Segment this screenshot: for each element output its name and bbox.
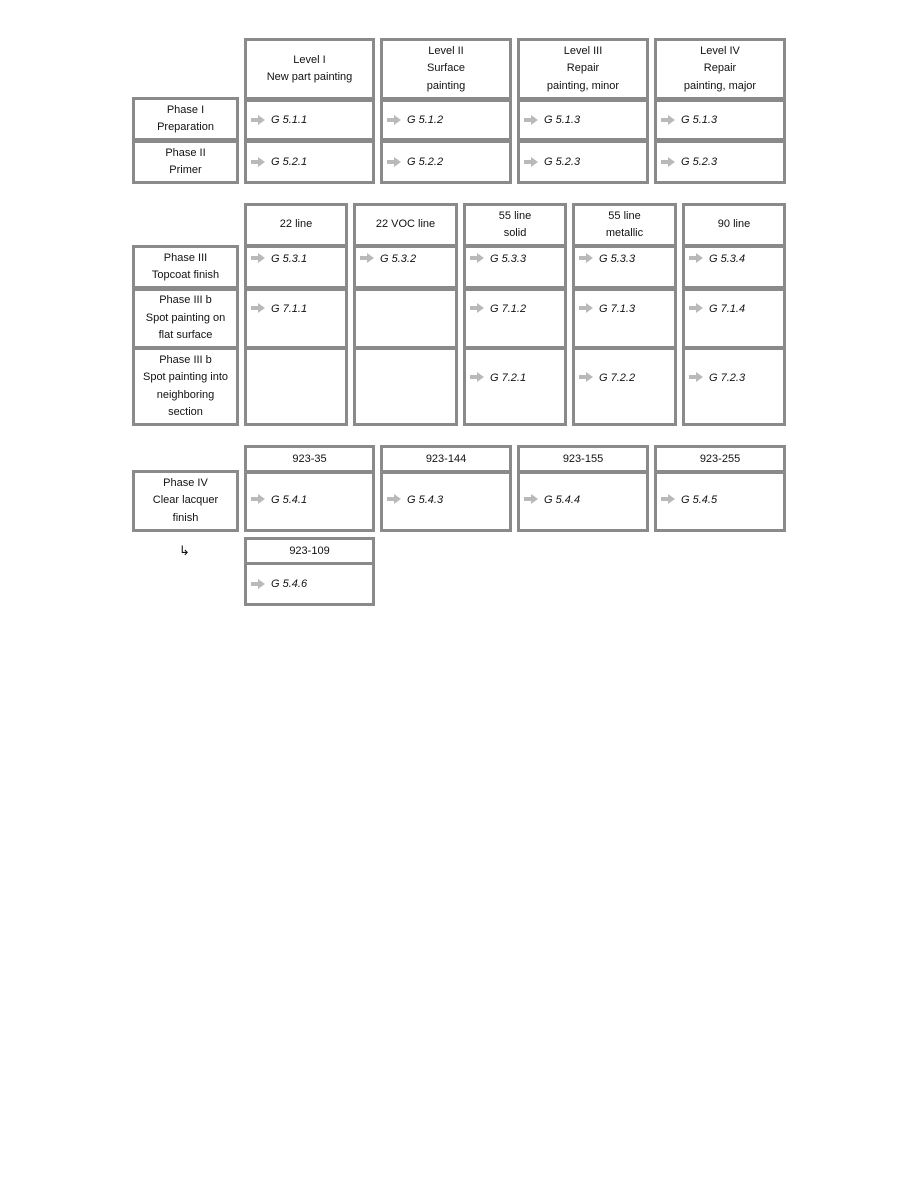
arrow-right-icon [258, 579, 265, 589]
arrow-right-icon [668, 115, 675, 125]
col-header-level-1: Level I New part painting [244, 38, 375, 100]
col-header-923-155: 923-155 [517, 445, 649, 473]
ref-cell[interactable]: G 7.1.2 [463, 288, 567, 349]
col-header-level-4: Level IV Repair painting, major [654, 38, 786, 100]
col-header-22-line: 22 line [244, 203, 348, 247]
empty-cell [353, 288, 458, 349]
arrow-right-icon [394, 115, 401, 125]
ref-cell[interactable]: G 5.2.3 [517, 140, 649, 184]
arrow-right-icon [477, 303, 484, 313]
ref-cell[interactable]: G 5.3.3 [572, 245, 677, 289]
empty-cell [244, 347, 348, 426]
row-label-phase-3b-neighbor: Phase III b Spot painting into neighboring section [132, 347, 239, 426]
ref-cell[interactable]: G 5.2.1 [244, 140, 375, 184]
col-header-level-3: Level III Repair painting, minor [517, 38, 649, 100]
ref-cell[interactable]: G 5.4.5 [654, 471, 786, 532]
col-header-923-35: 923-35 [244, 445, 375, 473]
arrow-right-icon [668, 494, 675, 504]
ref-cell[interactable]: G 5.1.3 [517, 99, 649, 141]
arrow-right-icon [477, 253, 484, 263]
row-label-phase-3b-flat: Phase III b Spot painting on flat surface [132, 288, 239, 349]
arrow-right-icon [258, 253, 265, 263]
ref-cell[interactable]: G 5.3.1 [244, 245, 348, 289]
ref-cell[interactable]: G 5.2.3 [654, 140, 786, 184]
ref-cell[interactable]: G 7.2.2 [572, 347, 677, 426]
ref-cell[interactable]: G 5.4.3 [380, 471, 512, 532]
col-header-90-line: 90 line [682, 203, 786, 247]
arrow-right-icon [477, 372, 484, 382]
ref-cell[interactable]: G 5.4.1 [244, 471, 375, 532]
arrow-right-icon [531, 157, 538, 167]
empty-cell [353, 347, 458, 426]
col-header-923-144: 923-144 [380, 445, 512, 473]
ref-cell[interactable]: G 5.4.4 [517, 471, 649, 532]
ref-cell[interactable]: G 5.1.3 [654, 99, 786, 141]
ref-cell[interactable]: G 5.1.1 [244, 99, 375, 141]
arrow-right-icon [258, 303, 265, 313]
ref-cell[interactable]: G 5.4.6 [244, 562, 375, 606]
arrow-right-icon [696, 372, 703, 382]
col-header-22-voc-line: 22 VOC line [353, 203, 458, 247]
ref-cell[interactable]: G 5.3.4 [682, 245, 786, 289]
ref-cell[interactable]: G 7.2.3 [682, 347, 786, 426]
col-header-55-line-metallic: 55 line metallic [572, 203, 677, 247]
row-label-phase-1: Phase I Preparation [132, 97, 239, 141]
arrow-right-icon [258, 157, 265, 167]
arrow-right-icon [586, 303, 593, 313]
arrow-right-icon [258, 494, 265, 504]
arrow-right-icon [258, 115, 265, 125]
col-header-923-109: 923-109 [244, 537, 375, 565]
arrow-right-icon [367, 253, 374, 263]
col-header-55-line-solid: 55 line solid [463, 203, 567, 247]
arrow-right-icon [586, 253, 593, 263]
ref-cell[interactable]: G 5.2.2 [380, 140, 512, 184]
ref-cell[interactable]: G 7.1.1 [244, 288, 348, 349]
ref-cell[interactable]: G 5.3.3 [463, 245, 567, 289]
row-label-phase-2: Phase II Primer [132, 140, 239, 184]
ref-cell[interactable]: G 5.1.2 [380, 99, 512, 141]
arrow-right-icon [394, 157, 401, 167]
arrow-right-icon [586, 372, 593, 382]
row-label-phase-4: Phase IV Clear lacquer finish [132, 470, 239, 532]
ref-cell[interactable]: G 7.1.3 [572, 288, 677, 349]
arrow-right-icon [531, 494, 538, 504]
ref-cell[interactable]: G 7.1.4 [682, 288, 786, 349]
arrow-right-icon [668, 157, 675, 167]
arrow-right-icon [394, 494, 401, 504]
arrow-right-icon [531, 115, 538, 125]
ref-cell[interactable]: G 5.3.2 [353, 245, 458, 289]
ref-cell[interactable]: G 7.2.1 [463, 347, 567, 426]
row-label-phase-3: Phase III Topcoat finish [132, 245, 239, 289]
col-header-923-255: 923-255 [654, 445, 786, 473]
arrow-right-icon [696, 303, 703, 313]
col-header-level-2: Level II Surface painting [380, 38, 512, 100]
return-arrow-icon: ↳ [179, 543, 190, 558]
arrow-right-icon [696, 253, 703, 263]
